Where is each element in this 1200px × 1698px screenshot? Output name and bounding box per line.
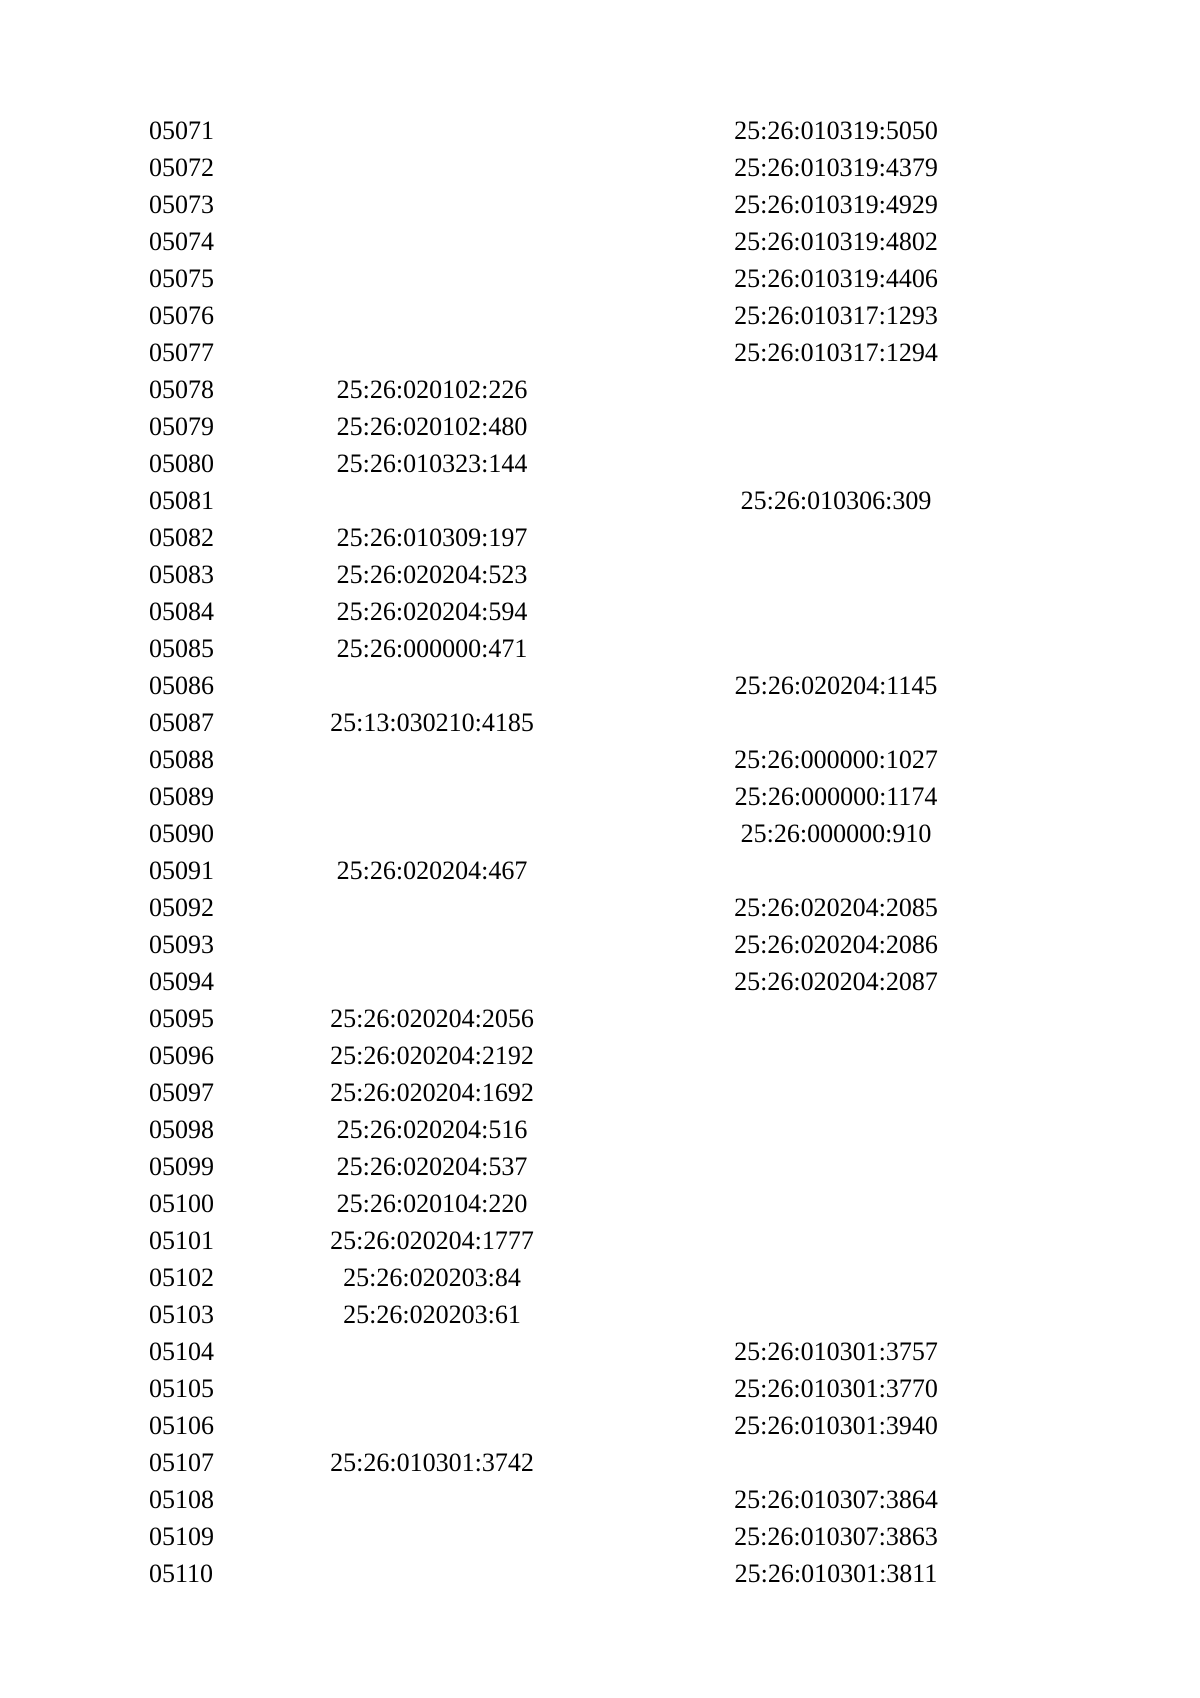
row-number: 05094 — [149, 967, 214, 996]
cadastral-number-table — [0, 112, 1200, 1592]
table-row — [0, 1370, 1200, 1407]
table-row — [0, 1555, 1200, 1592]
cadastral-number-text: 25:26:020204:2192 — [330, 1041, 534, 1070]
table-row — [0, 112, 1200, 149]
row-number: 05077 — [149, 338, 214, 367]
cadastral-number-text: 25:26:020204:467 — [336, 856, 528, 885]
cadastral-number-text: 25:26:010306:309 — [740, 486, 932, 515]
cadastral-number-text: 25:26:020204:2086 — [734, 930, 938, 959]
cadastral-number-text: 25:26:010301:3811 — [734, 1559, 938, 1588]
table-row — [0, 1000, 1200, 1037]
cadastral-number-text: 25:26:000000:1174 — [734, 782, 938, 811]
cadastral-number-text: 25:26:000000:471 — [336, 634, 528, 663]
table-row — [0, 1481, 1200, 1518]
row-number: 05103 — [149, 1300, 214, 1329]
table-row — [0, 149, 1200, 186]
row-number: 05104 — [149, 1337, 214, 1366]
row-number: 05083 — [149, 560, 214, 589]
row-number: 05091 — [149, 856, 214, 885]
table-row — [0, 1407, 1200, 1444]
cadastral-number-text: 25:26:010317:1294 — [734, 338, 938, 367]
row-number: 05082 — [149, 523, 214, 552]
cadastral-number-text: 25:26:020204:1777 — [330, 1226, 534, 1255]
row-number: 05100 — [149, 1189, 214, 1218]
table-row — [0, 223, 1200, 260]
table-row — [0, 371, 1200, 408]
row-number: 05093 — [149, 930, 214, 959]
table-row — [0, 519, 1200, 556]
row-number: 05089 — [149, 782, 214, 811]
cadastral-number-text: 25:26:020204:594 — [336, 597, 528, 626]
row-number: 05090 — [149, 819, 214, 848]
cadastral-number-text: 25:26:010319:4379 — [734, 153, 938, 182]
table-row — [0, 1259, 1200, 1296]
table-row — [0, 630, 1200, 667]
cadastral-number-text: 25:26:020204:1145 — [734, 671, 938, 700]
cadastral-number-text: 25:26:020204:2087 — [734, 967, 938, 996]
row-number: 05072 — [149, 153, 214, 182]
row-number: 05074 — [149, 227, 214, 256]
cadastral-number-text: 25:26:010317:1293 — [734, 301, 938, 330]
cadastral-number-text: 25:26:010301:3757 — [734, 1337, 938, 1366]
table-row — [0, 1518, 1200, 1555]
row-number: 05075 — [149, 264, 214, 293]
cadastral-number-text: 25:13:030210:4185 — [330, 708, 534, 737]
cadastral-number-text: 25:26:010301:3940 — [734, 1411, 938, 1440]
table-row — [0, 1148, 1200, 1185]
row-number: 05099 — [149, 1152, 214, 1181]
row-number: 05087 — [149, 708, 214, 737]
row-number: 05092 — [149, 893, 214, 922]
cadastral-number-text: 25:26:010301:3742 — [330, 1448, 534, 1477]
row-number: 05086 — [149, 671, 214, 700]
table-row — [0, 1222, 1200, 1259]
cadastral-number-text: 25:26:020203:84 — [343, 1263, 521, 1292]
row-number: 05081 — [149, 486, 214, 515]
row-number: 05105 — [149, 1374, 214, 1403]
table-row — [0, 926, 1200, 963]
cadastral-number-text: 25:26:010301:3770 — [734, 1374, 938, 1403]
cadastral-number-text: 25:26:020204:537 — [336, 1152, 528, 1181]
row-number: 05076 — [149, 301, 214, 330]
row-number: 05080 — [149, 449, 214, 478]
row-number: 05095 — [149, 1004, 214, 1033]
cadastral-number-text: 25:26:020204:2056 — [330, 1004, 534, 1033]
row-number: 05109 — [149, 1522, 214, 1551]
row-number: 05102 — [149, 1263, 214, 1292]
table-row — [0, 889, 1200, 926]
row-number: 05106 — [149, 1411, 214, 1440]
table-row — [0, 593, 1200, 630]
cadastral-number-text: 25:26:010319:4929 — [734, 190, 938, 219]
table-row — [0, 297, 1200, 334]
table-row — [0, 815, 1200, 852]
table-row — [0, 482, 1200, 519]
row-number: 05110 — [149, 1559, 214, 1588]
cadastral-number-text: 25:26:020102:226 — [336, 375, 528, 404]
table-row — [0, 445, 1200, 482]
table-row — [0, 186, 1200, 223]
row-number: 05108 — [149, 1485, 214, 1514]
cadastral-number-text: 25:26:010307:3864 — [734, 1485, 938, 1514]
cadastral-number-text: 25:26:020204:2085 — [734, 893, 938, 922]
table-row — [0, 1074, 1200, 1111]
cadastral-number-text: 25:26:010309:197 — [336, 523, 528, 552]
cadastral-number-text: 25:26:010319:4406 — [734, 264, 938, 293]
row-number: 05084 — [149, 597, 214, 626]
table-row — [0, 1333, 1200, 1370]
row-number: 05101 — [149, 1226, 214, 1255]
table-row — [0, 260, 1200, 297]
row-number: 05096 — [149, 1041, 214, 1070]
cadastral-number-text: 25:26:010307:3863 — [734, 1522, 938, 1551]
cadastral-number-text: 25:26:020104:220 — [336, 1189, 528, 1218]
table-row — [0, 704, 1200, 741]
table-row — [0, 1037, 1200, 1074]
table-row — [0, 852, 1200, 889]
row-number: 05098 — [149, 1115, 214, 1144]
table-row — [0, 334, 1200, 371]
cadastral-number-text: 25:26:020204:523 — [336, 560, 528, 589]
row-number: 05073 — [149, 190, 214, 219]
row-number: 05078 — [149, 375, 214, 404]
cadastral-number-text: 25:26:000000:1027 — [734, 745, 938, 774]
table-row — [0, 1444, 1200, 1481]
cadastral-number-text: 25:26:010323:144 — [336, 449, 528, 478]
row-number: 05088 — [149, 745, 214, 774]
row-number: 05097 — [149, 1078, 214, 1107]
table-row — [0, 1111, 1200, 1148]
cadastral-number-text: 25:26:010319:4802 — [734, 227, 938, 256]
table-row — [0, 1185, 1200, 1222]
table-row — [0, 741, 1200, 778]
cadastral-number-text: 25:26:020204:516 — [336, 1115, 528, 1144]
table-row — [0, 667, 1200, 704]
table-row — [0, 1296, 1200, 1333]
table-row — [0, 963, 1200, 1000]
table-row — [0, 556, 1200, 593]
row-number: 05107 — [149, 1448, 214, 1477]
cadastral-number-text: 25:26:020102:480 — [336, 412, 528, 441]
table-row — [0, 408, 1200, 445]
table-row — [0, 778, 1200, 815]
cadastral-number-text: 25:26:020204:1692 — [330, 1078, 534, 1107]
cadastral-number-text: 25:26:000000:910 — [740, 819, 932, 848]
row-number: 05085 — [149, 634, 214, 663]
cadastral-number-text: 25:26:020203:61 — [343, 1300, 521, 1329]
cadastral-number-text: 25:26:010319:5050 — [734, 116, 938, 145]
row-number: 05071 — [149, 116, 214, 145]
row-number: 05079 — [149, 412, 214, 441]
